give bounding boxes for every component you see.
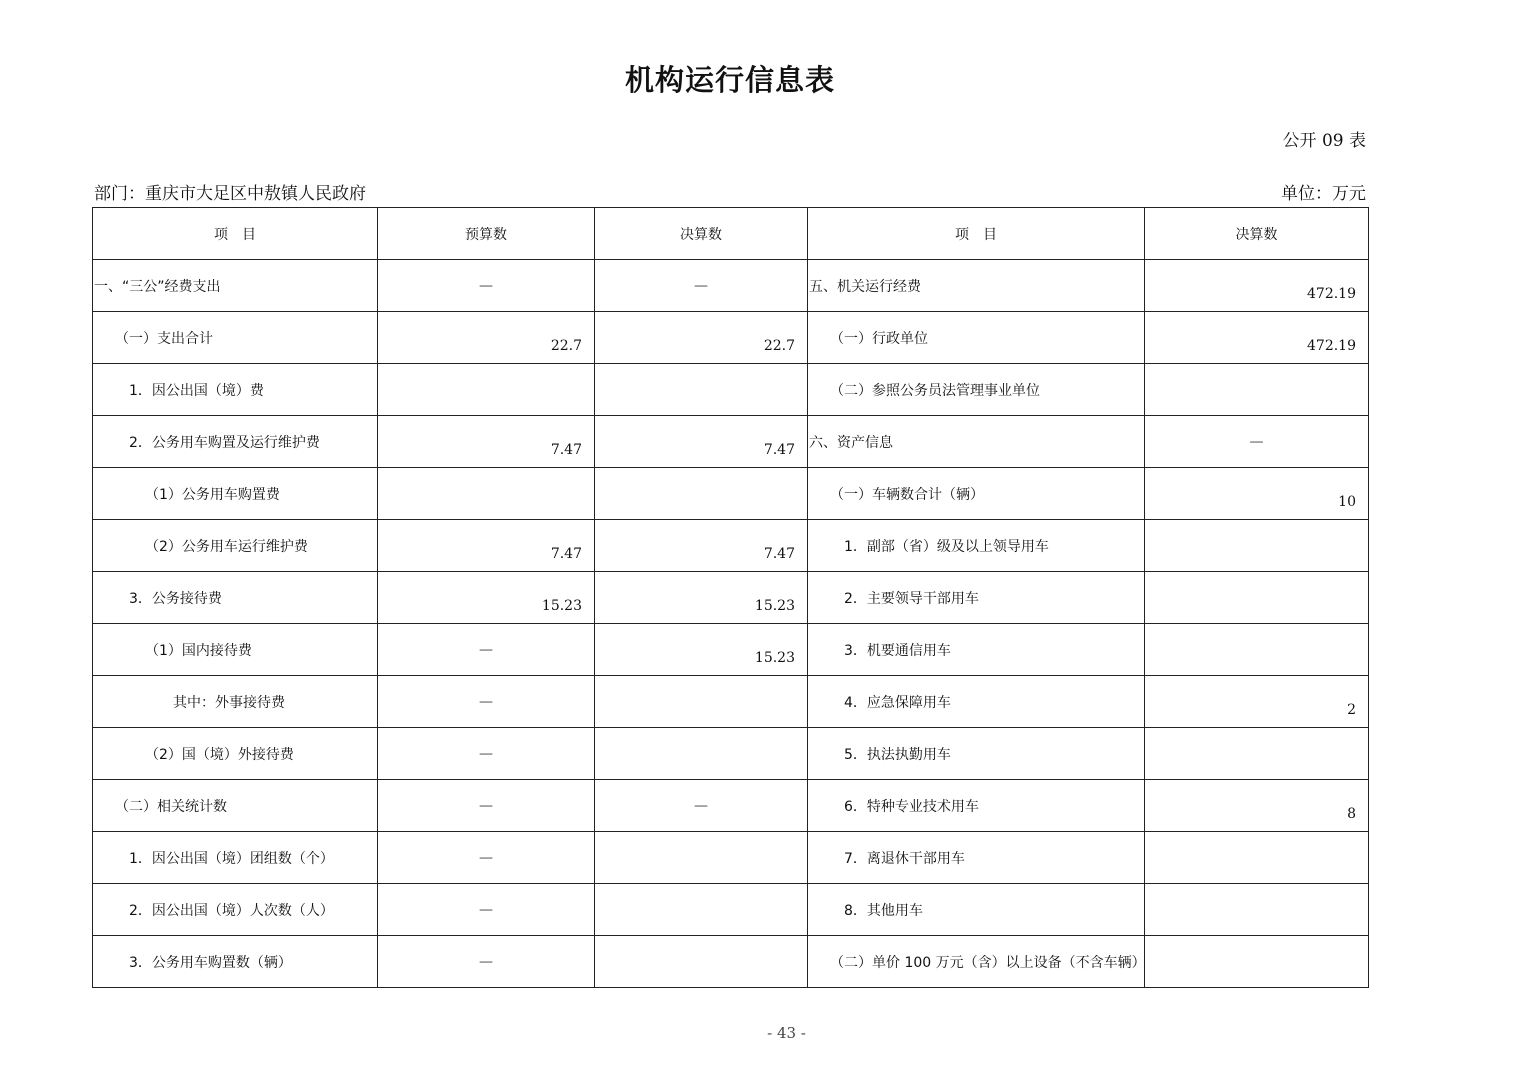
row-label-left: 2．因公出国（境）人次数（人） [93,884,378,936]
budget-cell [378,468,595,520]
final-cell-left [595,884,808,936]
final-cell-right [1145,936,1369,988]
row-label-right: 五、机关运行经费 [808,260,1145,312]
final-cell-left [595,728,808,780]
table-row [93,520,1369,572]
final-cell-right: 472.19 [1145,312,1369,364]
final-cell-left: 7.47 [595,416,808,468]
final-cell-left [595,676,808,728]
row-label-left: 3．公务接待费 [93,572,378,624]
row-label-right: 1．副部（省）级及以上领导用车 [808,520,1145,572]
row-label-left: 1．因公出国（境）费 [93,364,378,416]
row-label-left: 2．公务用车购置及运行维护费 [93,416,378,468]
table-row [93,468,1369,520]
final-cell-left: 15.23 [595,572,808,624]
table-row [93,624,1369,676]
final-cell-right: 2 [1145,676,1369,728]
budget-cell: 15.23 [378,572,595,624]
header-final-right: 决算数 [1145,208,1369,260]
final-cell-left [595,832,808,884]
page-number: - 43 - [767,1024,806,1042]
table-row [93,676,1369,728]
row-label-right: 4．应急保障用车 [808,676,1145,728]
final-cell-right [1145,832,1369,884]
budget-cell: — [378,260,595,312]
row-label-right: 2．主要领导干部用车 [808,572,1145,624]
final-cell-right: 10 [1145,468,1369,520]
row-label-left: （2）国（境）外接待费 [93,728,378,780]
page-title: 机构运行信息表 [624,63,835,97]
budget-cell: 7.47 [378,520,595,572]
final-cell-left: 22.7 [595,312,808,364]
row-label-right: （二）参照公务员法管理事业单位 [808,364,1145,416]
budget-cell: — [378,676,595,728]
info-table [92,207,1369,988]
budget-cell [378,364,595,416]
table-row [93,260,1369,312]
header-item-left: 项 目 [93,208,378,260]
final-cell-left: — [595,260,808,312]
final-cell-right: 8 [1145,780,1369,832]
budget-cell: 22.7 [378,312,595,364]
row-label-right: （一）车辆数合计（辆） [808,468,1145,520]
department-label: 部门：重庆市大足区中敖镇人民政府 [94,184,366,204]
table-header-row [93,208,1369,260]
table-row [93,936,1369,988]
row-label-left: （二）相关统计数 [93,780,378,832]
row-label-left: 其中：外事接待费 [93,676,378,728]
row-label-right: （二）单价 100 万元（含）以上设备（不含车辆） [808,936,1145,988]
row-label-left: 1．因公出国（境）团组数（个） [93,832,378,884]
final-cell-left: — [595,780,808,832]
budget-cell: — [378,728,595,780]
final-cell-left [595,468,808,520]
budget-cell: — [378,780,595,832]
row-label-right: 7．离退休干部用车 [808,832,1145,884]
final-cell-right: 472.19 [1145,260,1369,312]
table-row [93,416,1369,468]
row-label-right: 5．执法执勤用车 [808,728,1145,780]
final-cell-right [1145,884,1369,936]
header-final-left: 决算数 [595,208,808,260]
final-cell-right [1145,572,1369,624]
budget-cell: — [378,936,595,988]
header-item-right: 项 目 [808,208,1145,260]
row-label-right: 六、资产信息 [808,416,1145,468]
row-label-right: （一）行政单位 [808,312,1145,364]
final-cell-right: — [1145,416,1369,468]
budget-cell: — [378,624,595,676]
final-cell-right [1145,624,1369,676]
row-label-left: （一）支出合计 [93,312,378,364]
row-label-right: 3．机要通信用车 [808,624,1145,676]
table-row [93,780,1369,832]
table-row [93,572,1369,624]
table-row [93,364,1369,416]
row-label-left: （2）公务用车运行维护费 [93,520,378,572]
final-cell-right [1145,364,1369,416]
budget-cell: — [378,832,595,884]
final-cell-left [595,936,808,988]
row-label-left: 3．公务用车购置数（辆） [93,936,378,988]
header-budget: 预算数 [378,208,595,260]
budget-cell: 7.47 [378,416,595,468]
final-cell-left: 15.23 [595,624,808,676]
table-number: 公开 09 表 [1282,131,1366,151]
table-row [93,728,1369,780]
final-cell-right [1145,520,1369,572]
row-label-right: 6．特种专业技术用车 [808,780,1145,832]
final-cell-left [595,364,808,416]
table-row [93,884,1369,936]
table-body [93,260,1369,988]
row-label-left: 一、“三公”经费支出 [93,260,378,312]
row-label-right: 8．其他用车 [808,884,1145,936]
table-row [93,312,1369,364]
row-label-left: （1）国内接待费 [93,624,378,676]
budget-cell: — [378,884,595,936]
final-cell-right [1145,728,1369,780]
table-row [93,832,1369,884]
unit-label: 单位：万元 [1281,184,1366,204]
final-cell-left: 7.47 [595,520,808,572]
row-label-left: （1）公务用车购置费 [93,468,378,520]
